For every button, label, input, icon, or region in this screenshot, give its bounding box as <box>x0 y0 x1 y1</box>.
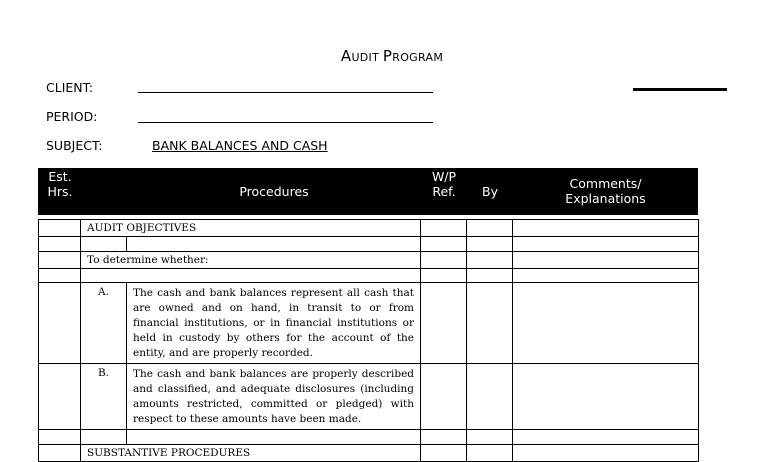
signature-line <box>633 88 727 91</box>
table-row <box>39 364 699 430</box>
to-determine-text: To determine whether: <box>81 252 421 269</box>
table-row <box>39 220 699 237</box>
section-substantive-procedures: SUBSTANTIVE PROCEDURES <box>81 445 421 462</box>
objective-a-letter: A. <box>81 283 127 364</box>
table-row <box>39 269 699 283</box>
section-audit-objectives: AUDIT OBJECTIVES <box>81 220 421 237</box>
procedures-table <box>38 219 699 462</box>
table-row <box>39 430 699 445</box>
table-header <box>38 168 698 215</box>
page-title: AUDIT PROGRAM <box>340 47 444 65</box>
period-label: PERIOD: <box>46 109 98 124</box>
header-procedures: Procedures <box>239 184 309 199</box>
header-est-hrs: Est. Hrs. <box>47 169 73 199</box>
subject-label: SUBJECT: <box>46 138 103 153</box>
client-label: CLIENT: <box>46 80 94 95</box>
table-row <box>39 237 699 252</box>
table-row <box>39 445 699 462</box>
header-by: By <box>482 184 498 199</box>
header-wp-ref: W/P Ref. <box>431 169 457 199</box>
subject-value: BANK BALANCES AND CASH <box>152 138 328 153</box>
period-field-line <box>138 121 433 123</box>
table-row <box>39 252 699 269</box>
client-field-line <box>138 91 433 93</box>
objective-a-text: The cash and bank balances represent all cash that are owned and on hand, in transit to or from financial institutions, or in financial institutions or held in custody by others for the account of the entity, and are properly recorded. <box>127 283 421 364</box>
objective-b-text: The cash and bank balances are properly described and classified, and adequate disclosures (including amounts restricted, committed or pledged) with respect to these amounts have been made. <box>127 364 421 430</box>
table-row <box>39 283 699 364</box>
header-comments: Comments/ Explanations <box>565 176 646 206</box>
objective-b-letter: B. <box>81 364 127 430</box>
